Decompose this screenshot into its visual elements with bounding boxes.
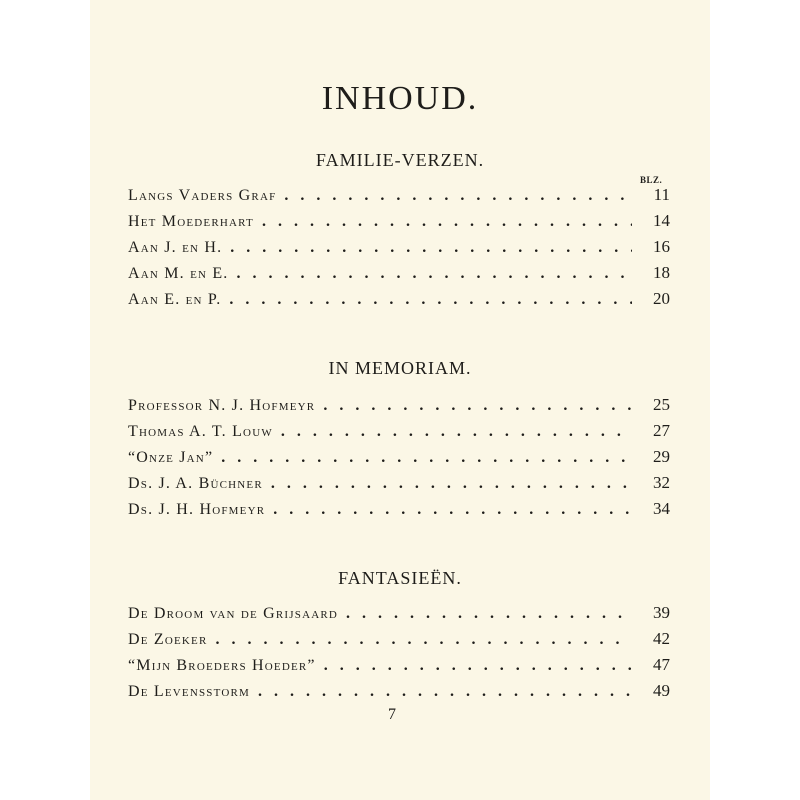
toc-entry[interactable] — [128, 289, 670, 315]
toc-entry-page: 14 — [653, 211, 670, 230]
dot-leader — [324, 657, 632, 675]
toc-entry-page: 25 — [653, 395, 670, 414]
toc-entry-title: “Onze Jan” — [128, 449, 214, 466]
toc-entry-title: Aan E. en P. — [128, 291, 222, 308]
dot-leader — [229, 291, 632, 309]
toc-entry-page: 20 — [653, 289, 670, 308]
toc-list-in-memoriam — [128, 395, 670, 525]
dot-leader — [230, 239, 632, 257]
dot-leader — [258, 683, 632, 701]
toc-entry-title: Aan J. en H. — [128, 239, 223, 256]
page-title: INHOUD. — [321, 80, 479, 117]
page-column-header: BLZ. — [640, 175, 663, 185]
toc-entry-title: De Levensstorm — [128, 683, 250, 700]
toc-entry-title: Thomas A. T. Louw — [128, 423, 273, 440]
toc-entry[interactable] — [128, 655, 670, 681]
toc-entry-title: Langs Vaders Graf — [128, 187, 277, 204]
toc-entry[interactable] — [128, 421, 670, 447]
toc-entry-title: Ds. J. A. Büchner — [128, 475, 263, 492]
toc-entry[interactable] — [128, 629, 670, 655]
toc-entry-page: 42 — [653, 629, 670, 648]
toc-entry-page: 16 — [653, 237, 670, 256]
toc-entry-title: “Mijn Broeders Hoeder” — [128, 657, 316, 674]
toc-entry-title: De Zoeker — [128, 631, 208, 648]
toc-entry[interactable] — [128, 603, 670, 629]
toc-entry-title: De Droom van de Grijsaard — [128, 605, 339, 622]
toc-entry[interactable] — [128, 211, 670, 237]
toc-entry-page: 39 — [653, 603, 670, 622]
dot-leader — [346, 605, 632, 623]
toc-entry-page: 34 — [653, 499, 670, 518]
dot-leader — [271, 475, 632, 493]
section-heading-in-memoriam: IN MEMORIAM. — [328, 358, 472, 378]
dot-leader — [262, 213, 632, 231]
section-heading-fantasieen: FANTASIEËN. — [338, 568, 462, 588]
toc-entry-page: 32 — [653, 473, 670, 492]
toc-entry-title: Professor N. J. Hofmeyr — [128, 397, 316, 414]
page-number: 7 — [388, 706, 396, 723]
toc-entry[interactable] — [128, 263, 670, 289]
toc-entry-title: Aan M. en E. — [128, 265, 229, 282]
toc-entry-page: 49 — [653, 681, 670, 700]
toc-entry-page: 11 — [653, 185, 670, 204]
dot-leader — [216, 631, 632, 649]
toc-entry-page: 47 — [653, 655, 670, 674]
dot-leader — [281, 423, 632, 441]
dot-leader — [323, 397, 632, 415]
toc-list-familie-verzen — [128, 185, 670, 315]
toc-list-fantasieen — [128, 603, 670, 707]
toc-entry-page: 29 — [653, 447, 670, 466]
toc-entry[interactable] — [128, 473, 670, 499]
toc-entry[interactable] — [128, 237, 670, 263]
toc-entry-title: Ds. J. H. Hofmeyr — [128, 501, 266, 518]
dot-leader — [237, 265, 632, 283]
dot-leader — [284, 187, 632, 205]
toc-entry[interactable] — [128, 185, 670, 211]
toc-entry[interactable] — [128, 395, 670, 421]
section-heading-familie-verzen: FAMILIE-VERZEN. — [315, 150, 485, 170]
toc-entry[interactable] — [128, 499, 670, 525]
toc-entry-title: Het Moederhart — [128, 213, 254, 230]
toc-entry[interactable] — [128, 447, 670, 473]
toc-entry[interactable] — [128, 681, 670, 707]
dot-leader — [273, 501, 632, 519]
dot-leader — [221, 449, 632, 467]
toc-entry-page: 18 — [653, 263, 670, 282]
toc-entry-page: 27 — [653, 421, 670, 440]
